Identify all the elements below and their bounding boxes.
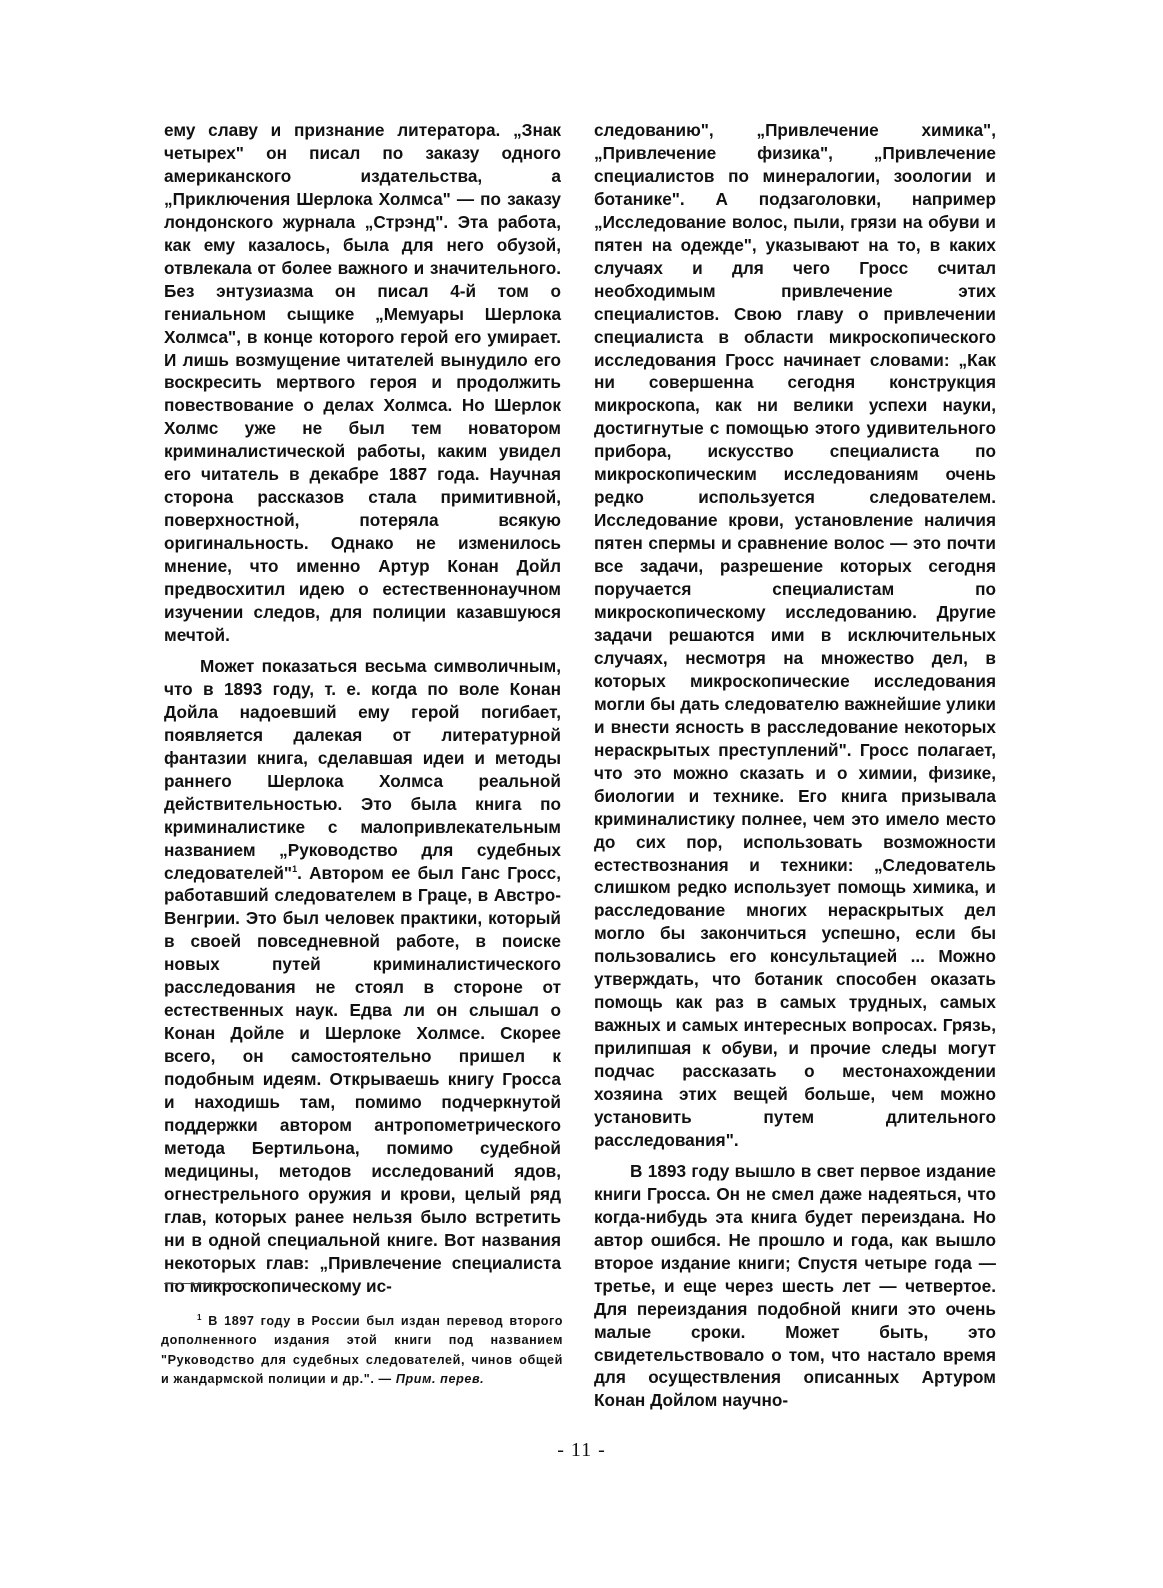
right-paragraph-1: следованию", „Привлечение химика", „Привлечение физика", „Привлечение специалистов по минералогии, зоологии и ботанике". А подзаголовки, например „Исследование волос, пыли, грязи на обуви и пятен на одежде", указывают на то, в каких случаях и для чего Гросс считал необходимым привлечение этих специалистов. Свою главу о привлечении специалиста в области микроскопического исследования Гросс начинает словами: „Как ни совершенна сегодня конструкция микроскопа, как ни велики успехи науки, достигнутые с помощью этого удивительного прибора, искусство специалиста по микроскопическим исследованиям очень редко используется следователем. Исследование крови, установление наличия пятен спермы и сравнение волос — это почти все задачи, разрешение которых сегодня поручается специалистам по микроскопическому исследованию. Другие задачи решаются ими в исключительных случаях, несмотря на множество дел, в которых микроскопические исследования могли бы дать следователю важнейшие улики и внести ясность в расследование некоторых нераскрытых преступлений". Гросс полагает, что это можно сказать и о химии, физике, биологии и технике. Его книга призывала криминалистику полнее, чем это имело место до сих пор, использовать возможности естествознания и техники: „Следователь слишком редко использует помощь химика, и расследование многих нераскрытых дел могло бы закончиться успешно, если бы пользовались его консультацией ... Можно утверждать, что ботаник способен оказать помощь как раз в самых трудных, самых важных и самых интересных вопросах. Грязь, прилипшая к обуви, и прочие следы могут подчас рассказать о местонахождении хозяина этих вещей больше, чем можно установить путем длительного расследования". xyxy=(594,120,996,1150)
footnote-attribution: Прим. перев. xyxy=(395,1371,485,1386)
footnote-reference: 1 xyxy=(292,863,298,874)
left-paragraph-2-part-1: Может показаться весьма символичным, что в 1893 году, т. е. когда по воле Конан Дойла надоевший ему герой погибает, появляется далекая от литературной фантазии книга, сделавшая идеи и методы раннего Шерлока Холмса реальной действительностью. Это была книга по криминалистике с малопривлекательным названием „Руководство для судебных следователей" xyxy=(164,655,561,883)
right-paragraph-2: В 1893 году вышло в свет первое издание книги Гросса. Он не смел даже надеяться, что когда-нибудь эта книга будет переиздана. Но автор ошибся. Не прошло и года, как вышло второе издание книги; Спустя четыре года — третье, и еще через шесть лет — четвертое. Для переиздания подобной книги это очень малые сроки. Может быть, это свидетельствовало о том, что настало время для осуществления описанных Артуром Конан Дойлом научно- xyxy=(594,1160,996,1411)
page-number: - 11 - xyxy=(557,1439,606,1461)
footnote-divider xyxy=(164,1283,261,1284)
right-text-column xyxy=(594,119,996,1412)
left-paragraph-1: ему славу и признание литератора. „Знак четырех" он писал по заказу одного американского издательства, а „Приключения Шерлока Холмса" — по заказу лондонского журнала „Стрэнд". Эта работа, как ему казалось, была для него обузой, отвлекала от более важного и значительного. Без энтузиазма он писал 4-й том о гениальном сыщике „Мемуары Шерлока Холмса", в конце которого герой его умирает. И лишь возмущение читателей вынудило его воскресить мертвого героя и продолжить повествование о делах Холмса. Но Шерлок Холмс уже не был тем новатором криминалистической работы, каким увидел его читатель в декабре 1887 года. Научная сторона рассказов стала примитивной, поверхностной, потеряла всякую оригинальность. Однако не изменилось мнение, что именно Артур Конан Дойл предвосхитил идею о естественнонаучном изучении следов, для полиции казавшуюся мечтой. xyxy=(164,120,561,645)
footnote xyxy=(161,1312,563,1389)
left-paragraph-2 xyxy=(164,655,561,1298)
left-text-column xyxy=(164,119,561,1298)
left-paragraph-2-part-2: . Автором ее был Ганс Гросс, работавший следователем в Граце, в Австро-Венгрии. Это был человек практики, который в своей повседневной работе, в поиске новых путей криминалистического расследования не стоял в стороне от естественных наук. Едва ли он слышал о Конан Дойле и Шерлоке Холмсе. Скорее всего, он самостоятельно пришел к подобным идеям. Открываешь книгу Гросса и находишь там, помимо подчеркнутой поддержки автором антропометрического метода Бертильона, помимо судебной медицины, методов исследований ядов, огнестрельного оружия и крови, целый ряд глав, которых ранее нельзя было встретить ни в одной специальной книге. Вот названия некоторых глав: „Привлечение специалиста по микроскопическому ис- xyxy=(164,862,561,1296)
footnote-marker: 1 xyxy=(197,1313,203,1322)
footnote-text: В 1897 году в России был издан перевод второго дополненного издания этой книги под названием "Руководство для судебных следователей, чинов общей и жандармской полиции и др.". — xyxy=(161,1314,564,1386)
